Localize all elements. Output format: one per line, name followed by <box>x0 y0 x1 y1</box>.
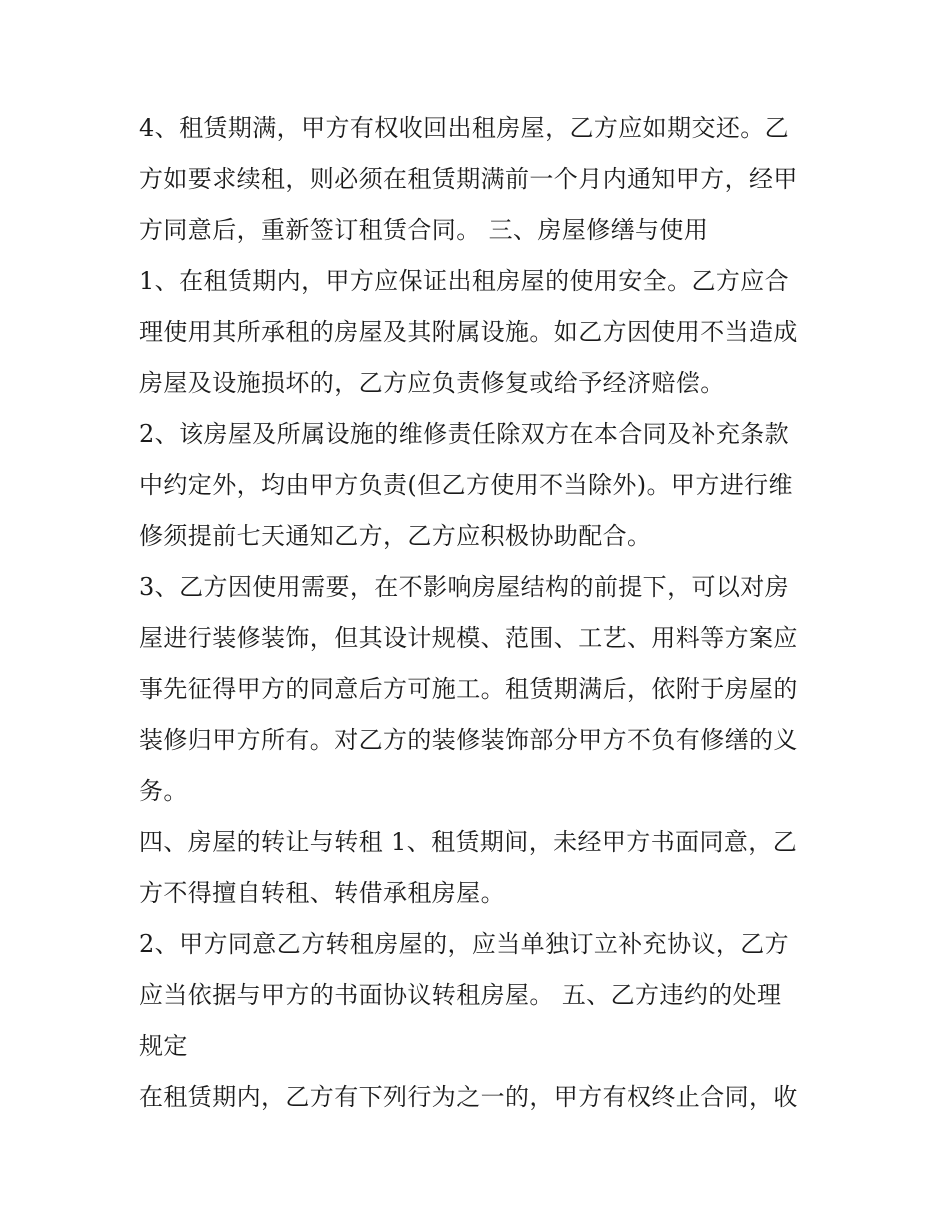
text-line: 1、在租赁期内，甲方应保证出租房屋的使用安全。乙方应合 <box>139 267 790 295</box>
text-line: 中约定外，均由甲方负责(但乙方使用不当除外)。甲方进行维 <box>139 471 793 499</box>
text-line: 房屋及设施损坏的，乙方应负责修复或给予经济赔偿。 <box>139 369 725 397</box>
text-line: 应当依据与甲方的书面协议转租房屋。 五、乙方违约的处理 <box>139 981 782 1009</box>
text-line: 4、租赁期满，甲方有权收回出租房屋，乙方应如期交还。乙 <box>139 114 790 142</box>
text-line: 方不得擅自转租、转借承租房屋。 <box>139 879 505 907</box>
text-line: 屋进行装修装饰，但其设计规模、范围、工艺、用料等方案应 <box>139 624 798 652</box>
text-line: 理使用其所承租的房屋及其附属设施。如乙方因使用不当造成 <box>139 318 798 346</box>
text-line: 务。 <box>139 777 188 805</box>
text-line: 在租赁期内，乙方有下列行为之一的，甲方有权终止合同，收 <box>139 1083 798 1111</box>
text-line: 方同意后，重新签订租赁合同。 三、房屋修缮与使用 <box>139 216 709 244</box>
text-line: 2、甲方同意乙方转租房屋的，应当单独订立补充协议，乙方 <box>139 930 790 958</box>
text-line: 方如要求续租，则必须在租赁期满前一个月内通知甲方，经甲 <box>139 165 798 193</box>
text-line: 规定 <box>139 1032 188 1060</box>
text-line: 装修归甲方所有。对乙方的装修装饰部分甲方不负有修缮的义 <box>139 726 798 754</box>
text-line: 3、乙方因使用需要，在不影响房屋结构的前提下，可以对房 <box>139 573 790 601</box>
document-body <box>139 103 819 1123</box>
text-line: 四、房屋的转让与转租 1、租赁期间，未经甲方书面同意，乙 <box>139 828 798 856</box>
text-line: 修须提前七天通知乙方，乙方应积极协助配合。 <box>139 522 652 550</box>
text-line: 事先征得甲方的同意后方可施工。租赁期满后，依附于房屋的 <box>139 675 798 703</box>
text-line: 2、该房屋及所属设施的维修责任除双方在本合同及补充条款 <box>139 420 790 448</box>
